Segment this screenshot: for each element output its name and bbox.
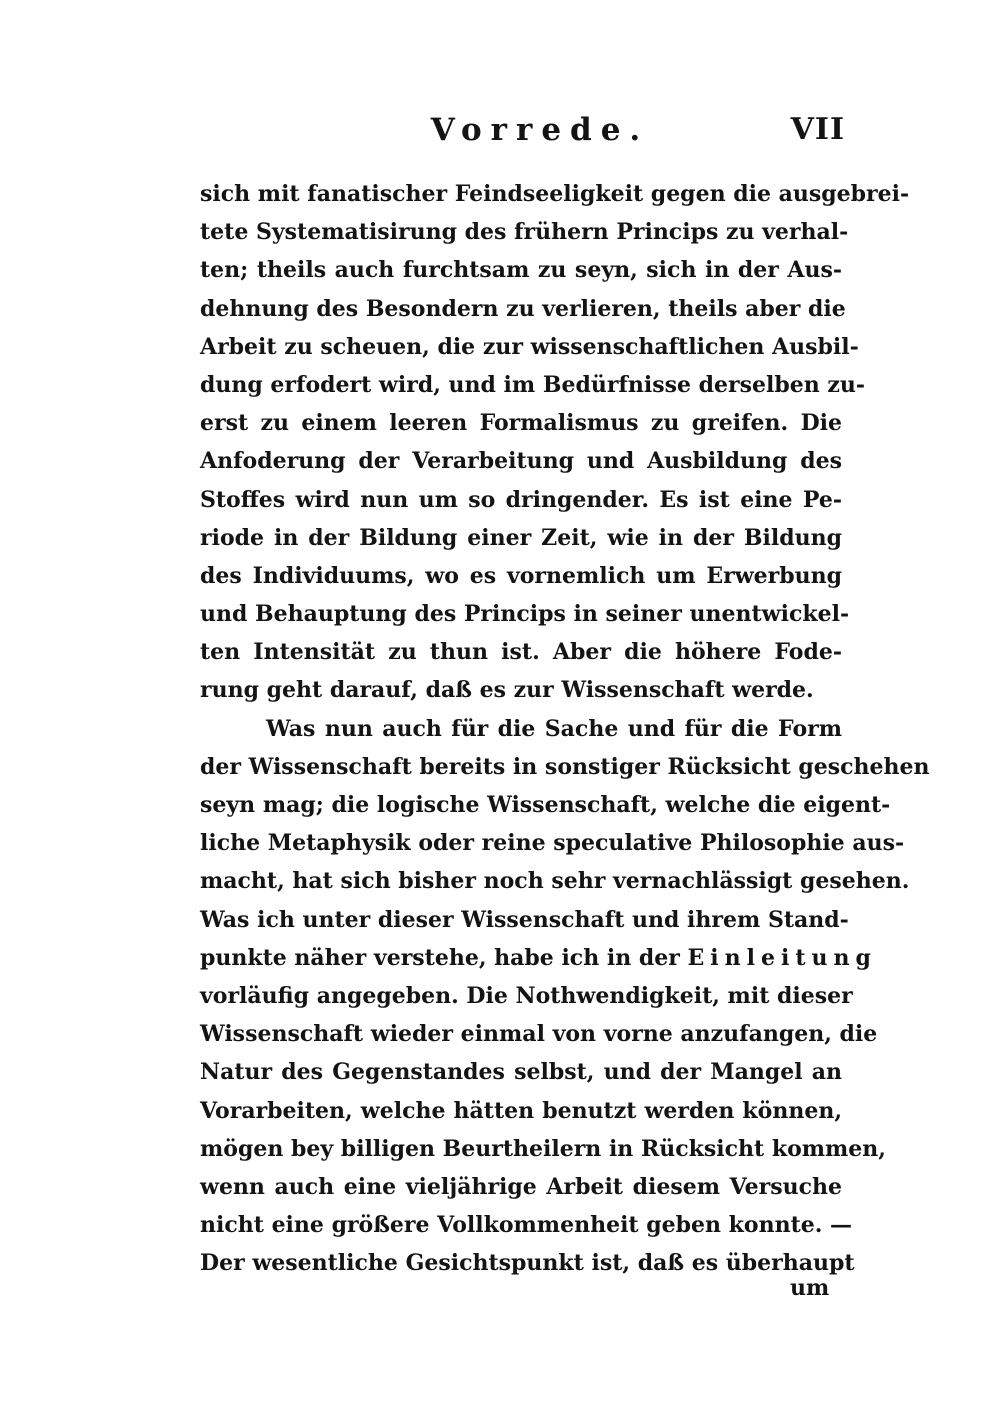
text-line-with-spaced-word	[200, 939, 877, 977]
text-line: tete Systematisirung des frühern Princips zu verhal-	[200, 219, 849, 246]
text-line: rung geht darauf, daß es zur Wissenschaft werde.	[200, 677, 814, 704]
text-line: Vorarbeiten, welche hätten benutzt werden können,	[200, 1097, 842, 1124]
text-line: ten; theils auch furchtsam zu seyn, sich in der Aus-	[200, 257, 842, 284]
text-line: liche Metaphysik oder reine speculative Philosophie aus-	[200, 830, 905, 857]
text-line: erst zu einem leeren Formalismus zu greifen. Die	[200, 410, 842, 437]
text-line: macht, hat sich bisher noch sehr vernachlässigt gesehen.	[200, 868, 910, 895]
text-line: Wissenschaft wieder einmal von vorne anzufangen, die	[200, 1021, 878, 1048]
text-line: des Individuums, wo es vornemlich um Erwerbung	[200, 562, 842, 589]
text-line: Arbeit zu scheuen, die zur wissenschaftlichen Ausbil-	[200, 333, 859, 360]
text-line: Anfoderung der Verarbeitung und Ausbildung des	[200, 448, 842, 475]
text-line: seyn mag; die logische Wissenschaft, welche die eigent-	[200, 792, 891, 818]
text-line: wenn auch eine vieljährige Arbeit diesem Versuche	[200, 1173, 842, 1200]
text-line: Der wesentliche Gesichtspunkt ist, daß es überhaupt	[200, 1250, 855, 1277]
running-title: Vorrede.	[430, 112, 650, 148]
body-text	[200, 175, 930, 1282]
text-line: nicht eine größere Vollkommenheit geben konnte. —	[200, 1212, 853, 1239]
text-line: ten Intensität zu thun ist. Aber die höhere Fode-	[200, 639, 842, 666]
spaced-word: Einleitung	[687, 944, 877, 971]
text-line: vorläufig angegeben. Die Nothwendigkeit, mit dieser	[200, 982, 853, 1009]
text-line: riode in der Bildung einer Zeit, wie in der Bildung	[200, 524, 842, 551]
text-line: und Behauptung des Princips in seiner unentwickel-	[200, 601, 850, 628]
running-head	[195, 112, 845, 152]
text-fragment: punkte näher verstehe, habe ich in der	[200, 944, 680, 971]
text-line: Was ich unter dieser Wissenschaft und ihrem Stand-	[200, 906, 849, 933]
text-line: der Wissenschaft bereits in sonstiger Rücksicht geschehen	[200, 753, 930, 780]
text-line: dung erfodert wird, und im Bedürfnisse derselben zu-	[200, 371, 866, 398]
text-line: mögen bey billigen Beurtheilern in Rücksicht kommen,	[200, 1135, 886, 1162]
catchword: um	[790, 1275, 830, 1301]
page-number: VII	[790, 112, 845, 147]
text-line: sich mit fanatischer Feindseeligkeit gegen die ausgebrei-	[200, 181, 910, 207]
paragraph-start-line: Was nun auch für die Sache und für die Form	[266, 715, 842, 742]
text-line: Stoffes wird nun um so dringender. Es ist eine Pe-	[200, 486, 842, 513]
text-line: dehnung des Besondern zu verlieren, theils aber die	[200, 295, 846, 322]
text-line: Natur des Gegenstandes selbst, und der Mangel an	[200, 1059, 842, 1086]
